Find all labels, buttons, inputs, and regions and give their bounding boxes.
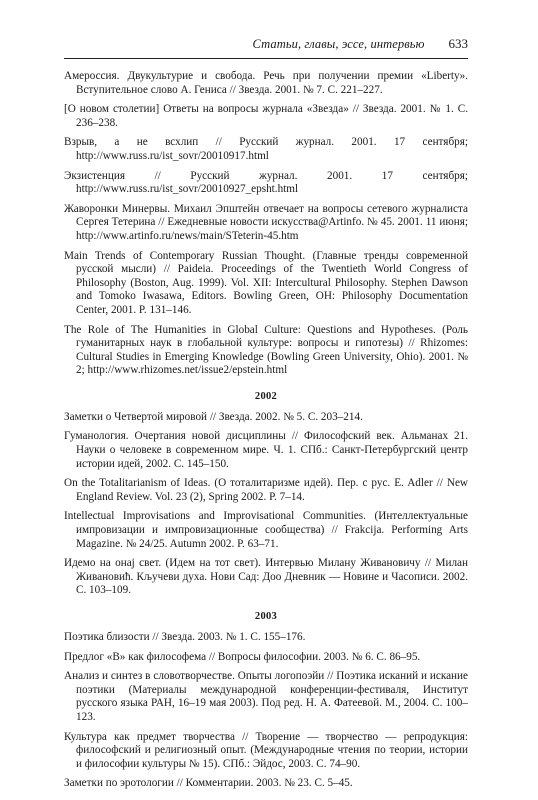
bibliography-section-2003 bbox=[64, 631, 468, 791]
bibliography-entry: Анализ и синтез в словотворчестве. Опыты логопоэйи // Поэтика исканий и искание поэтики (Материалы международной конференции-фестиваля, Институт русского языка РАН, 16–19 мая 2003). Под ред. Н. А. Фатеевой. М., 2004. С. 100–123. bbox=[64, 670, 468, 723]
bibliography-entry: Гуманология. Очертания новой дисциплины // Философский век. Альманах 21. Науки о человеке в современном мире. Ч. 1. СПб.: Санкт-Петербургский центр истории идей, 2002. С. 145–150. bbox=[64, 430, 468, 470]
bibliography-entry: [О новом столетии] Ответы на вопросы журнала «Звезда» // Звезда. 2001. № 1. С. 236–238. bbox=[64, 103, 468, 129]
bibliography bbox=[64, 70, 468, 797]
bibliography-entry: Предлог «В» как философема // Вопросы философии. 2003. № 6. С. 86–95. bbox=[64, 650, 421, 663]
bibliography-section-continued bbox=[64, 70, 468, 378]
bibliography-entry: Жаворонки Минервы. Михаил Эпштейн отвечает на вопросы сетевого журналиста Сергея Тетерина // Ежедневные новости искусства@Artinfo. № 45. 2001. 11 июня; http://www.artinfo.ru/news/main/STeterin-45.htm bbox=[64, 202, 468, 242]
bibliography-entry: Взрыв, а не всхлип // Русский журнал. 2001. 17 сентября; http://www.russ.ru/ist_sovr/20010917.html bbox=[64, 136, 468, 162]
bibliography-section-2002 bbox=[64, 411, 468, 598]
bibliography-entry: On the Totalitarianism of Ideas. (О тоталитаризме идей). Пер. с рус. E. Adler // New England Review. Vol. 23 (2), Spring 2002. P. 7–14. bbox=[64, 477, 468, 503]
bibliography-entry: Заметки по эротологии // Комментарии. 2003. № 23. С. 5–45. bbox=[64, 777, 353, 790]
bibliography-entry: Заметки о Четвертой мировой // Звезда. 2002. № 5. С. 203–214. bbox=[64, 410, 363, 423]
bibliography-entry: The Role of The Humanities in Global Culture: Questions and Hypotheses. (Роль гуманитарных наук в глобальной культуре: вопросы и гипотезы) // Rhizomes: Cultural Studies in Emerging Knowledge (Bowling Green University, Ohio). 2001. № 2; http://www.rhizomes.net/issue2/epstein.html bbox=[64, 323, 468, 377]
page-number: 633 bbox=[448, 36, 468, 51]
bibliography-entry: Поэтика близости // Звезда. 2003. № 1. С. 155–176. bbox=[64, 631, 306, 643]
bibliography-entry: Main Trends of Contemporary Russian Thought. (Главные тренды современной русской мысли) // Paideia. Proceedings of the Twentieth World Congress of Philosophy (Boston, Aug. 1999). Vol. XII: Intercultural Philosophy. Stephen Dawson and Tomoko Iwasawa, Editors. Bowling Green, OH: Philosophy Documentation Center, 2001. P. 131–146. bbox=[64, 249, 468, 316]
bibliography-entry: Экзистенция // Русский журнал. 2001. 17 сентября; http://www.russ.ru/ist_sovr/20010927_epsht.html bbox=[64, 169, 468, 196]
bibliography-entry: Intellectual Improvisations and Improvisational Communities. (Интеллектуальные импровизации и импровизационные сообщества) // Frakcija. Performing Arts Magazine. № 24/25. Autumn 2002. P. 63–71. bbox=[64, 510, 468, 550]
running-title: Статьи, главы, эссе, интервью bbox=[252, 37, 425, 51]
running-header bbox=[64, 36, 468, 56]
header-rule bbox=[64, 58, 468, 59]
year-heading-2002: 2002 bbox=[254, 390, 278, 402]
bibliography-entry: Амероссия. Двукультурие и свобода. Речь при получении премии «Liberty». Вступительное слово А. Гениса // Звезда. 2001. № 7. С. 221–227. bbox=[64, 70, 468, 96]
bibliography-entry: Идемо на онај свет. (Идем на тот свет). Интервью Милану Живановичу // Милан Живановић. Кључеви духа. Нови Сад: Доо Дневник — Новине и Часописи. 2002. С. 103–109. bbox=[64, 557, 468, 597]
bibliography-entry: Культура как предмет творчества // Творение — творчество — репродукция: философский и религиозный опыт. (Международные чтения по теории, истории и философии культуры № 15). СПб.: Эйдос, 2003. С. 74–90. bbox=[64, 730, 468, 770]
year-heading-2003: 2003 bbox=[254, 611, 278, 622]
